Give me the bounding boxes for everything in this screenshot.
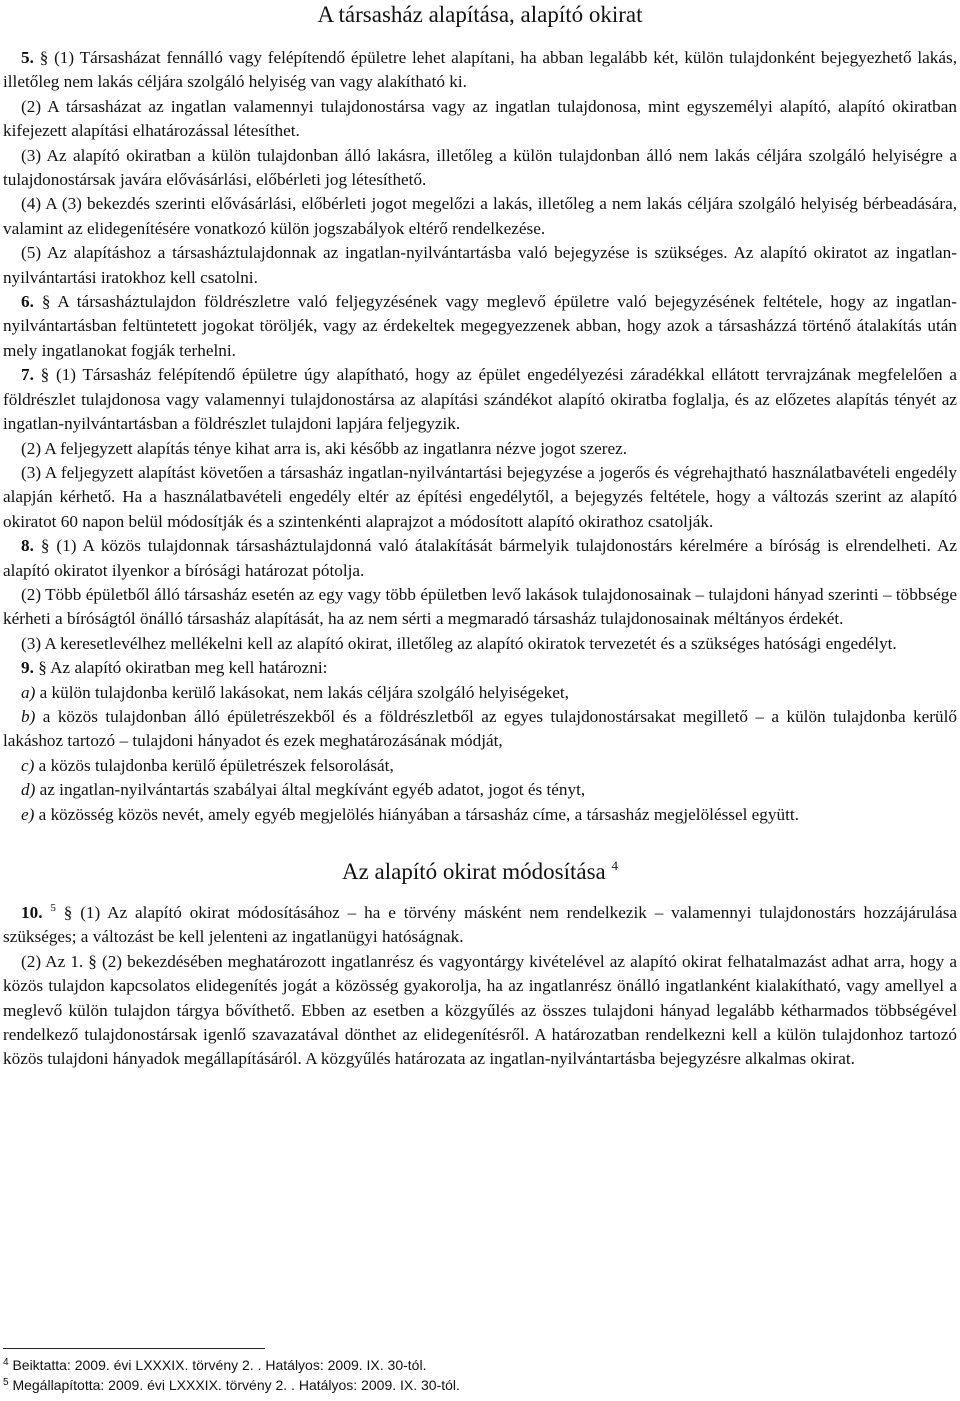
paragraph-7-2: (2) A feljegyzett alapítás ténye kihat arra is, aki később az ingatlanra nézve jogot szerez. xyxy=(21,438,628,458)
list-label: e) xyxy=(21,804,35,824)
paragraph-5-1 xyxy=(3,46,957,95)
list-item-d xyxy=(3,778,957,802)
list-text: az ingatlan-nyilvántartás szabályai által megkívánt egyéb adatot, jogot és tényt, xyxy=(35,780,586,800)
section-title-amendment xyxy=(3,857,957,887)
footnotes xyxy=(3,1348,603,1395)
section-number: 6. xyxy=(21,292,34,312)
list-item-e xyxy=(3,803,957,827)
list-label: b) xyxy=(21,706,36,726)
section-number: 7. xyxy=(21,365,34,385)
section-number: 8. xyxy=(21,536,34,556)
paragraph-8-3: (3) A keresetlevélhez mellékelni kell az alapító okirat, illetőleg az alapító okiratok tervezetét és a szükséges hatósági engedélyt. xyxy=(21,633,897,653)
list-text: a közös tulajdonban álló épületrészekből és a földrészletből az egyes tulajdonostársakat megillető – a külön tulajdonba kerülő lakáshoz tartozó – tulajdoni hányadot és ezek meghatározásának módját, xyxy=(3,706,957,751)
paragraph-10-2: (2) Az 1. § (2) bekezdésében meghatározott ingatlanrész és vagyontárgy kivételével az alapító okirat felhatalmazást adhat arra, hogy a közös tulajdon kapcsolatos elidegenítés jogát a közösség gyakorolja, ha az ingatlanrész önálló ingatlanként kialakítható, vagy amellyel a meglevő külön tulajdon tárgya bővíthető. Ebben az esetben a közgyűlés az összes tulajdoni hányad legalább kétharmados többségével rendelkező tulajdonostársak igenlő szavazatával dönthet az elidegenítésről. A határozatban rendelkezni kell a külön tulajdonhoz tartozó közös tulajdoni hányadok megállapításáról. A közgyűlés határozata az ingatlan-nyilvántartásba bejegyzésre alkalmas okirat. xyxy=(3,951,957,1069)
footnote-divider xyxy=(3,1348,265,1349)
footnote-number: 5 xyxy=(3,1377,9,1388)
paragraph-5-3: (3) Az alapító okiratban a külön tulajdonban álló lakásra, illetőleg a külön tulajdonban álló nem lakás céljára szolgáló helyiségre a tulajdonostársak javára elővásárlási, előbérleti jog létesíthető. xyxy=(3,145,957,190)
footnote-4 xyxy=(3,1355,603,1375)
section-symbol: § xyxy=(40,365,50,385)
list-item-c xyxy=(3,754,957,778)
footnote-text: Megállapította: 2009. évi LXXXIX. törvény 2. . Hatályos: 2009. IX. 30-tól. xyxy=(8,1377,460,1393)
list-label: d) xyxy=(21,780,36,800)
document-page xyxy=(3,0,957,1072)
paragraph-10-1 xyxy=(3,901,957,950)
section-number: 5. xyxy=(21,48,34,67)
list-text: a külön tulajdonba kerülő lakásokat, nem lakás céljára szolgáló helyiségeket, xyxy=(35,682,569,702)
paragraph-6 xyxy=(3,290,957,363)
paragraph-5-2: (2) A társasházat az ingatlan valamennyi tulajdonostársa vagy az ingatlan tulajdonosa, mint egyszemélyi alapító, alapító okiratban kifejezett alapítási elhatározással létesíthet. xyxy=(3,96,957,141)
footnote-ref: 4 xyxy=(611,858,619,873)
paragraph-9-intro xyxy=(3,656,957,680)
paragraph-text: A társasháztulajdon földrészletre való feljegyzésének vagy meglevő épületre való bejegyzésének feltétele, hogy az ingatlan-nyilvántartásban feltüntetett jogokat töröljék, vagy az érdekeltek megegyezzenek abban, hogy azok a társasházzá történő átalakítás után mely ingatlanokat fogják terhelni. xyxy=(3,292,957,360)
list-item-a xyxy=(3,681,957,705)
paragraph-7-3: (3) A feljegyzett alapítást követően a társasház ingatlan-nyilvántartási bejegyzése a jogerős és végrehajtható használatbavételi engedély alapján kérhető. Ha a használatbavételi engedély eltér az építési engedélytől, a bejegyzés feltétele, hogy a változás szerint az alapító okiratot 60 napon belül módosítják és a szintenkénti alaprajzot a módosított alapító okirathoz csatolják. xyxy=(3,462,957,531)
section-symbol: § xyxy=(38,658,47,678)
paragraph-text: (1) Társasházat fennálló vagy felépítendő épületre lehet alapítani, ha abban legalább két, külön tulajdonként bejegyezhető lakás, illetőleg nem lakás céljára szolgáló helyiség van vagy alakítható ki. xyxy=(3,48,958,92)
list-label: a) xyxy=(21,682,36,702)
list-item-b xyxy=(3,705,957,754)
paragraph-text: Az alapító okiratban meg kell határozni: xyxy=(46,658,328,678)
section-symbol: § xyxy=(40,536,50,556)
paragraph-8-1 xyxy=(3,534,957,583)
paragraph-text: (1) A közös tulajdonnak társasháztulajdonná való átalakítását bármelyik tulajdonostárs kérelmére a bíróság is elrendelheti. Az alapító okiratot ilyenkor a bírósági határozat pótolja. xyxy=(3,536,958,580)
section-symbol: § xyxy=(41,292,51,312)
footnote-ref: 5 xyxy=(50,902,56,914)
paragraph-text: (1) Társasház felépítendő épületre úgy alapítható, hogy az épület engedélyezési záradékkal ellátott tervrajzának megfelelően a földrészlet tulajdonosa vagy valamennyi tulajdonostársa az alapítási szándékot alapító okiratba foglalja, és az előzetes alapítás tényét az ingatlan-nyilvántartásban a földrészlet tulajdoni lapjára feljegyzik. xyxy=(3,365,957,434)
paragraph-5-5: (5) Az alapításhoz a társasháztulajdonnak az ingatlan-nyilvántartásba való bejegyzése is szükséges. Az alapító okiratot az ingatlan-nyilvántartási iratokhoz kell csatolni. xyxy=(3,243,957,287)
document-body-2 xyxy=(3,901,957,1072)
section-number: 10. xyxy=(21,903,43,922)
footnote-text: Beiktatta: 2009. évi LXXXIX. törvény 2. . Hatályos: 2009. IX. 30-tól. xyxy=(8,1357,427,1373)
section-title-founding: A társasház alapítása, alapító okirat xyxy=(317,2,643,27)
list-label: c) xyxy=(21,755,35,775)
paragraph-5-4: (4) A (3) bekezdés szerinti elővásárlási, előbérleti jogot megelőzi a lakás, illetőleg a nem lakás céljára szolgáló helyiség bérbeadására, valamint az elidegenítésére vonatkozó külön jogszabályok eltérő rendelkezése. xyxy=(3,194,957,238)
section-number: 9. xyxy=(21,658,34,678)
paragraph-8-2: (2) Több épületből álló társasház esetén az egy vagy több épületben levő lakások tulajdonosainak – tulajdoni hányad szerinti – többsége kérheti a bíróságtól önálló társasház alapítását, ha az nem sérti a megmaradó társasház tulajdonosainak méltányos érdekét. xyxy=(3,584,957,629)
section-symbol: § xyxy=(63,903,73,922)
paragraph-7-1 xyxy=(3,363,957,436)
heading-text: Az alapító okirat módosítása xyxy=(341,859,606,884)
section-symbol: § xyxy=(39,48,49,67)
footnote-number: 4 xyxy=(3,1357,9,1368)
list-text: a közösség közös nevét, amely egyéb megjelölés hiányában a társasház címe, a társasház megjelöléssel együtt. xyxy=(34,804,799,824)
paragraph-text: (1) Az alapító okirat módosításához – ha e törvény másként nem rendelkezik – valamennyi tulajdonostárs hozzájárulása szükséges; a változást be kell jelenteni az ingatlanügyi hatóságnak. xyxy=(3,903,958,947)
list-text: a közös tulajdonba kerülő épületrészek felsorolását, xyxy=(34,755,394,775)
document-body xyxy=(3,46,957,827)
footnote-5 xyxy=(3,1375,603,1395)
